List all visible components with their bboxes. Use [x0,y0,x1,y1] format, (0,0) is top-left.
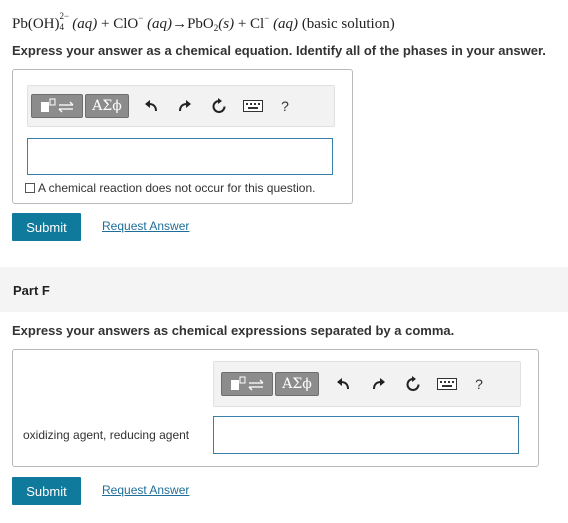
part-f-field-label: oxidizing agent, reducing agent [23,428,190,442]
part-e-answer-panel [12,69,353,204]
templates-icon [227,375,267,393]
help-icon[interactable]: ? [475,376,483,392]
redo-button[interactable] [367,372,391,396]
templates-icon [37,97,77,115]
undo-icon [144,99,158,113]
symbols-button[interactable]: ΑΣϕ [275,372,319,396]
part-e-instruction: Express your answer as a chemical equation. Identify all of the phases in your answer. [12,43,546,58]
templates-button[interactable] [221,372,273,396]
part-e-request-answer-link[interactable]: Request Answer [102,219,190,233]
undo-button[interactable] [139,94,163,118]
no-reaction-label: A chemical reaction does not occur for this question. [38,181,316,195]
part-f-request-answer-link[interactable]: Request Answer [102,483,190,497]
part-f-submit-button[interactable]: Submit [12,477,81,505]
templates-button[interactable] [31,94,83,118]
redo-button[interactable] [173,94,197,118]
question-equation: Pb(OH) 2− 4 (aq) + ClO− (aq)→PbO$_2$(s) + Cl− (aq) (basic solution) [12,11,395,33]
part-e-submit-button[interactable]: Submit [12,213,81,241]
symbols-button[interactable]: ΑΣϕ [85,94,129,118]
undo-button[interactable] [331,372,355,396]
undo-icon [336,377,350,391]
no-reaction-checkbox[interactable] [25,183,35,193]
keyboard-icon [243,100,263,112]
keyboard-button[interactable] [241,94,265,118]
reset-button[interactable] [401,372,425,396]
keyboard-icon [437,378,457,390]
reset-button[interactable] [207,94,231,118]
reset-icon [405,376,421,392]
redo-icon [178,99,192,113]
part-f-answer-panel [12,349,539,467]
part-f-answer-input[interactable] [213,416,519,454]
redo-icon [372,377,386,391]
part-f-toolbar [213,361,521,407]
part-e-toolbar [27,85,335,127]
part-f-instruction: Express your answers as chemical expressions separated by a comma. [12,323,455,338]
reset-icon [211,98,227,114]
help-icon[interactable]: ? [281,98,289,114]
part-f-title: Part F [13,283,50,298]
part-f-header [0,267,568,312]
keyboard-button[interactable] [435,372,459,396]
part-e-answer-input[interactable] [27,138,333,175]
no-reaction-option[interactable] [25,181,315,195]
